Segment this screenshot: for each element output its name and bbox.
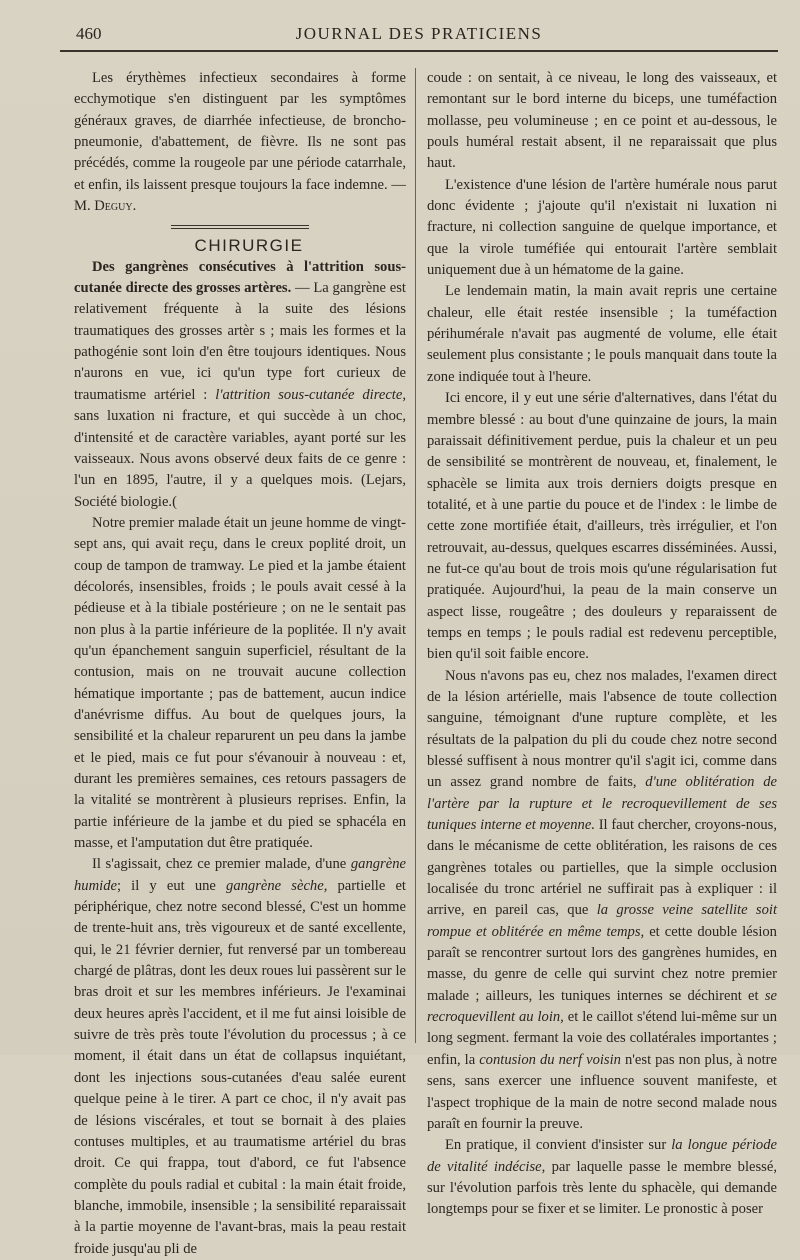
intro-author: M. Deguy. bbox=[74, 198, 137, 215]
journal-title: JOURNAL DES PRATICIENS bbox=[295, 24, 543, 43]
article-paragraph-3: Il s'agissait, chez ce premier malade, d'une gangrène humide; il y eut une gangrène sèche, partielle et périphérique, chez notre second blessé, C'est un homme de trente-huit ans, très vigoureux et de santé excellente, qui, le 21 février dernier, fut renversé par un tombereau chargé de plâtras, dont les deux roues lui passèrent sur le bras droit et sur les membres inférieurs. Je l'examinai deux heures après l'accident, et il me fut ainsi loisible de suivre de très près toute l'évolution du processus ; à ce moment, il était dans un état de collapsus inquiétant, dont les injections sous-cutanées d'eau salée eurent quelque peine à le tirer. A part ce choc, il n'y avait pas de lésions viscérales, et tout se bornait à des plaies contuses multiples, et au traumatisme artériel du bras droit. Ce qui frappa, tout d'abord, ce fut l'absence complète du pouls radial et cubital : la main était froide, blanche, immobile, insensible ; la sensibilité reparaissait à la partie moyenne de l'avant-bras, mais la peau restait froide jusqu'au pli de bbox=[74, 856, 406, 1257]
column-divider bbox=[415, 68, 416, 1043]
section-rule bbox=[171, 225, 309, 229]
right-paragraph-2: L'existence d'une lésion de l'artère humérale nous parut donc évidente ; j'ajoute qu'il n'existait ni luxation ni fracture, ni collection sanguine de quelque importance, et que la virole tuméfiée qui entourait l'artère semblait uniquement due à un hématome de la gaine. bbox=[427, 176, 777, 279]
right-paragraph-5: Nous n'avons pas eu, chez nos malades, l'examen direct de la lésion artérielle, mais l'absence de toute collection sanguine, témoignant d'une rupture complète, et les résultats de la palpation du pli du coude chez notre second blessé suffisent à nous montrer qu'il s'agit ici, comme dans un assez grand nombre de faits, d'une oblitération de l'artère par la rupture et le recroquevillement de ses tuniques interne et moyenne. Il faut chercher, croyons-nous, dans le mécanisme de cette oblitération, les raisons de ces gangrènes totales ou partielles, que la simple occlusion localisée du tronc artériel ne suffirait pas à expliquer : il arrive, en pareil cas, que la grosse veine satellite soit rompue et oblitérée en même temps, et cette double lésion paraît se rencontrer surtout lors des gangrènes humides, en masse, du genre de celle qui survint chez notre premier malade ; ailleurs, les tuniques internes se déchirent et se recroquevillent au loin, et le caillot s'étend lui-même sur un long segment. fermant la voie des collatérales importantes ; enfin, la contusion du nerf voisin n'est pas non plus, à notre sens, sans exercer une influence souvent manifeste, et l'aspect trophique de la main de notre second malade nous paraît en fournir la preuve. bbox=[427, 667, 777, 1132]
section-title: CHIRURGIE bbox=[194, 236, 304, 256]
article-paragraph-2: Notre premier malade était un jeune homme de vingt-sept ans, qui avait reçu, dans le creux poplité droit, un coup de tampon de tramway. Le pied et la jambe étaient décolorés, insensibles, froids ; le pouls avait cessé à la pédieuse et à la tibiale postérieure ; on ne le sentait pas non plus à la partie inférieure de la poplitée. Il n'y avait qu'un épanchement sanguin superficiel, résultant de la contusion, mais on ne trouvait aucune collection hématique importante ; pas de battement, aucun indice d'anévrisme diffus. Au bout de quelques jours, la sensibilité et la chaleur reparurent un peu dans la jambe et le pied, mais ce fut pour s'évanouir à nouveau : et, durant les premières semaines, ces retours passagers de la vitalité se montrèrent à plusieurs reprises. Enfin, la partie inférieure de la jambe et du pied se sphacéla en masse, et l'amputation dut être pratiquée. bbox=[74, 514, 406, 852]
page-header bbox=[60, 24, 778, 48]
right-column bbox=[427, 68, 777, 1221]
right-paragraph-4: Ici encore, il y eut une série d'alternatives, dans l'état du membre blessé : au bout d'une quinzaine de jours, la main paraissait définitivement perdue, puis la chaleur et un peu de sensibilité se montrèrent de nouveau, et, finalement, le sphacèle se limita aux trois derniers doigts presque en totalité, et à une partie du pouce et de l'index : le limbe de cette zone mortifiée était, d'ailleurs, très irrégulier, et l'on retrouvait, au-dessus, quelques escarres disséminées. Aussi, ne fut-ce qu'au bout de trois mois qu'une régularisation fut pratiquée. Aujourd'hui, la peau de la main conserve un aspect lisse, rougeâtre ; des douleurs y reparaissent de temps en temps ; le pouls radial est redevenu perceptible, bien qu'il soit faible encore. bbox=[427, 390, 777, 663]
article-paragraph-1: Des gangrènes consécutives à l'attrition sous-cutanée directe des grosses artères. — La gangrène est relativement fréquente à la suite des lésions traumatiques des grosses artèr s ; mais les formes et la pathogénie sont loin d'en être toujours identiques. Nous n'aurons en vue, ici qu'un type fort curieux de traumatisme artériel : l'attrition sous-cutanée directe, sans luxation ni fracture, et qui succède à un choc, d'intensité et de caractère variables, ayant porté sur les vaisseaux. Nous avons observé deux faits de ce genre : l'un en 1895, l'autre, il y a quelques mois. (Lejars, Société biologie.( bbox=[74, 258, 406, 510]
right-paragraph-6: En pratique, il convient d'insister sur la longue période de vitalité indécise, par laquelle passe le membre blessé, sur l'évolution parfois très lente du sphacèle, qui demande longtemps pour se fixer et se limiter. Le pronostic à poser bbox=[427, 1137, 777, 1218]
right-paragraph-3: Le lendemain matin, la main avait repris une certaine chaleur, elle était restée insensible ; la tuméfaction périhumérale n'avait pas augmenté de volume, elle était seulement plus consistante ; le pouls manquait dans toute la zone indiquée tout à l'heure. bbox=[427, 283, 777, 385]
left-column bbox=[74, 68, 406, 1260]
header-rule bbox=[60, 50, 778, 52]
page-number: 460 bbox=[76, 24, 102, 43]
article-title: Des gangrènes consécutives à l'attrition sous-cutanée directe des grosses artères. bbox=[74, 258, 406, 297]
right-paragraph-1: coude : on sentait, à ce niveau, le long des vaisseaux, et remontant sur le bord interne du biceps, une tuméfaction mollasse, peu volumineuse ; en ce point et au-dessous, le pouls huméral restait absent, il ne reparaissait que plus haut. bbox=[427, 70, 777, 172]
intro-paragraph: Les érythèmes infectieux secondaires à forme ecchymotique s'en distinguent par les symptômes généraux graves, de diarrhée infectieuse, de broncho-pneumonie, d'abattement, de fièvre. Ils ne sont pas précédés, comme la rougeole par une période catarrhale, et enfin, ils laissent presque toujours la face indemne. — M. Deguy. bbox=[74, 70, 406, 215]
